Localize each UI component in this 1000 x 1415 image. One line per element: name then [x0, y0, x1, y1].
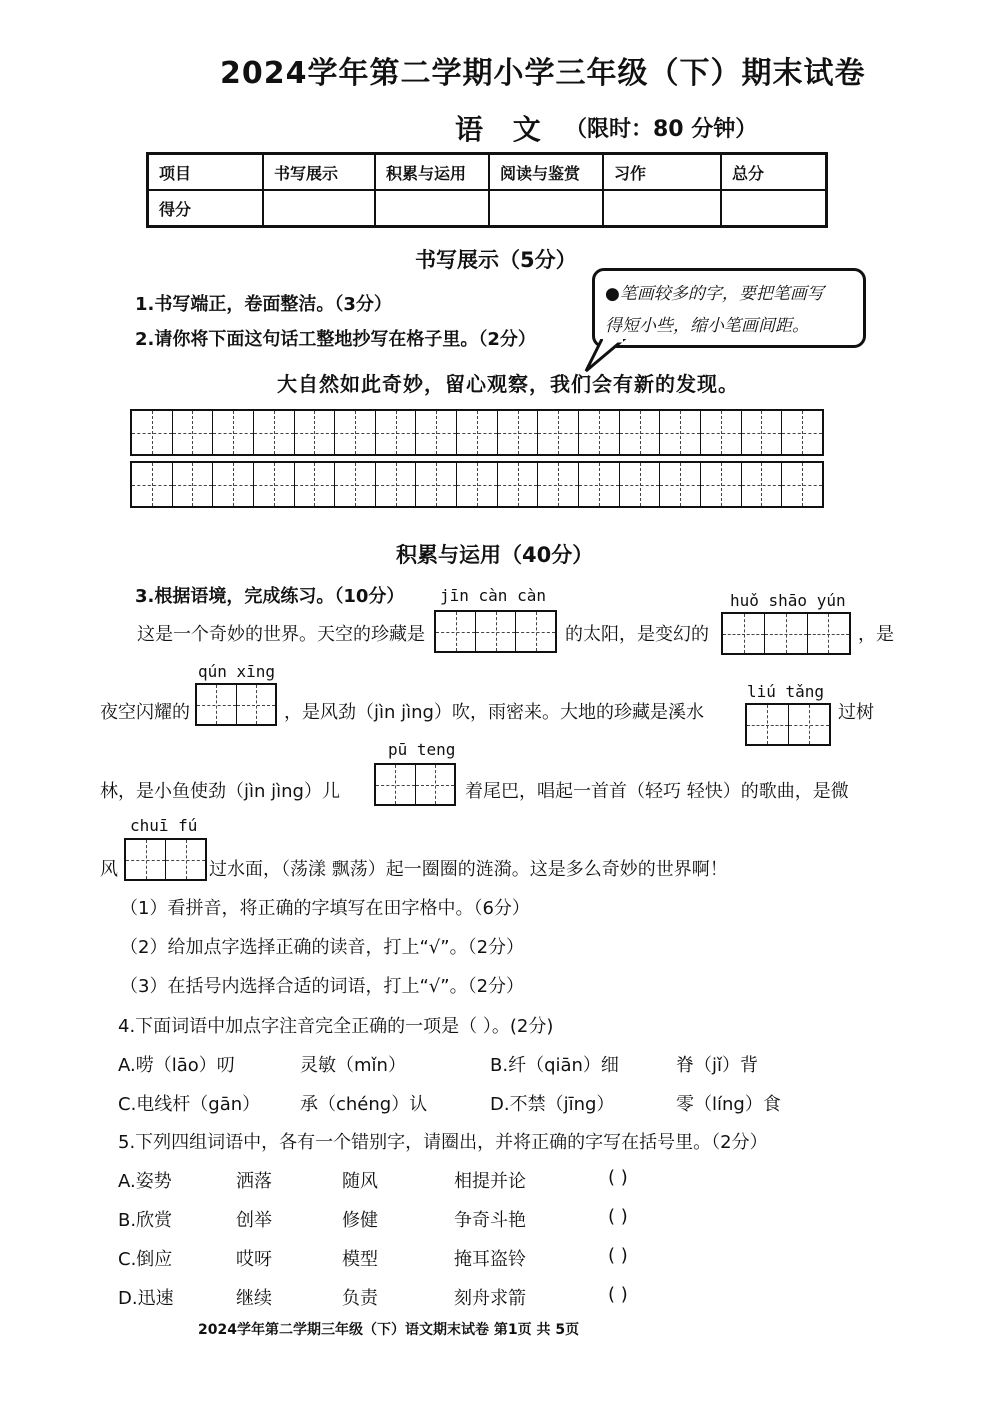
- grid-cell[interactable]: [498, 463, 539, 506]
- q5-row-a-word2[interactable]: 洒落: [236, 1171, 272, 1192]
- passage-line-2a: 夜空闪耀的: [100, 702, 190, 723]
- q4-option-b[interactable]: B.纤（qiān）细: [490, 1055, 619, 1076]
- question-5: 5.下列四组词语中，各有一个错别字，请圈出，并将正确的字写在括号里。（2分）: [118, 1132, 768, 1153]
- grid-cell[interactable]: [295, 411, 336, 454]
- tianzige-liutang[interactable]: [745, 703, 831, 746]
- passage-line-3a: 林，是小鱼使劲（jìn jìng）儿: [100, 781, 340, 802]
- q5-row-c-word4[interactable]: 掩耳盗铃: [454, 1249, 526, 1270]
- q3-sub-1: （1）看拼音，将正确的字填写在田字格中。（6分）: [120, 898, 530, 919]
- q5-row-c-label: C.倒应: [118, 1249, 173, 1270]
- score-cell-composition[interactable]: [603, 190, 721, 227]
- question-3: 3.根据语境，完成练习。（10分）: [135, 586, 405, 607]
- q4-option-a[interactable]: A.唠（lāo）叨: [118, 1055, 235, 1076]
- grid-cell[interactable]: [579, 463, 620, 506]
- grid-cell[interactable]: [416, 463, 457, 506]
- grid-cell[interactable]: [476, 612, 516, 651]
- score-cell-total[interactable]: [721, 190, 827, 227]
- grid-cell[interactable]: [498, 411, 539, 454]
- tianzige-qunxing[interactable]: [195, 683, 277, 726]
- score-header-accumulation: 积累与运用: [375, 154, 489, 191]
- grid-cell[interactable]: [213, 411, 254, 454]
- q5-row-c-answer-paren[interactable]: ( ): [608, 1245, 628, 1266]
- score-table: [146, 152, 828, 228]
- grid-cell[interactable]: [132, 411, 173, 454]
- passage-line-2b: ，是风劲（jìn jìng）吹，雨密来。大地的珍藏是溪水: [284, 702, 704, 723]
- q5-row-b-word4[interactable]: 争奇斗艳: [454, 1210, 526, 1231]
- grid-cell[interactable]: [620, 411, 661, 454]
- q5-row-d-label: D.迅速: [118, 1288, 174, 1309]
- q4-option-a-word: 灵敏（mǐn）: [300, 1055, 406, 1076]
- pinyin-jincancan: jīn càn càn: [440, 586, 546, 605]
- grid-cell[interactable]: [742, 463, 783, 506]
- score-cell-accumulation[interactable]: [375, 190, 489, 227]
- grid-cell[interactable]: [723, 614, 765, 653]
- section-accumulation-title: 积累与运用（40分）: [396, 543, 594, 567]
- grid-cell[interactable]: [701, 411, 742, 454]
- q4-option-d-word: 零（líng）食: [676, 1094, 781, 1115]
- q5-row-b-word2[interactable]: 创举: [236, 1210, 272, 1231]
- score-table-header-row: [148, 154, 827, 191]
- tip-bubble: [592, 268, 866, 348]
- grid-cell[interactable]: [254, 463, 295, 506]
- copy-grid-row-1[interactable]: [130, 409, 824, 456]
- pinyin-liutang: liú tǎng: [747, 682, 825, 701]
- grid-cell[interactable]: [376, 765, 416, 804]
- q5-row-b-answer-paren[interactable]: ( ): [608, 1206, 628, 1227]
- exam-title: 2024学年第二学期小学三年级（下）期末试卷: [220, 56, 866, 91]
- grid-cell[interactable]: [789, 705, 830, 744]
- tip-line-2: 得短小些，缩小笔画间距。: [605, 316, 809, 336]
- grid-cell[interactable]: [742, 411, 783, 454]
- grid-cell[interactable]: [701, 463, 742, 506]
- grid-cell[interactable]: [126, 840, 166, 879]
- q4-option-b-word: 脊（jǐ）背: [676, 1055, 759, 1076]
- q5-row-d-word2[interactable]: 继续: [236, 1288, 272, 1309]
- grid-cell[interactable]: [416, 411, 457, 454]
- q5-row-a-word3[interactable]: 随风: [342, 1171, 378, 1192]
- passage-line-1c: ，是: [858, 624, 894, 645]
- q5-row-d-word3[interactable]: 负责: [342, 1288, 378, 1309]
- grid-cell[interactable]: [197, 685, 237, 724]
- grid-cell[interactable]: [782, 463, 822, 506]
- passage-line-1b: 的太阳，是变幻的: [565, 624, 709, 645]
- pinyin-chuifu: chuī fú: [130, 816, 198, 835]
- passage-line-2c: 过树: [838, 702, 874, 723]
- grid-cell[interactable]: [782, 411, 822, 454]
- grid-cell[interactable]: [660, 411, 701, 454]
- pinyin-puteng: pū teng: [388, 740, 456, 759]
- section-writing-title: 书写展示（5分）: [415, 248, 577, 272]
- q5-row-a-word4[interactable]: 相提并论: [454, 1171, 526, 1192]
- grid-cell[interactable]: [335, 463, 376, 506]
- score-header-reading: 阅读与鉴赏: [489, 154, 603, 191]
- q4-option-c[interactable]: C.电线杆（gān）: [118, 1094, 261, 1115]
- score-header-item: 项目: [148, 154, 264, 191]
- tianzige-puteng[interactable]: [374, 763, 456, 806]
- passage-line-3b: 着尾巴，唱起一首首（轻巧 轻快）的歌曲，是微: [465, 781, 849, 802]
- q5-row-a-label: A.姿势: [118, 1171, 172, 1192]
- pinyin-huoshaoyun: huǒ shāo yún: [730, 591, 846, 610]
- grid-cell[interactable]: [295, 463, 336, 506]
- grid-cell[interactable]: [254, 411, 295, 454]
- grid-cell[interactable]: [457, 463, 498, 506]
- grid-cell[interactable]: [376, 463, 417, 506]
- passage-line-4b: 过水面，（荡漾 飘荡）起一圈圈的涟漪。这是多么奇妙的世界啊！: [209, 859, 728, 880]
- q5-row-c-word2[interactable]: 哎呀: [236, 1249, 272, 1270]
- grid-cell[interactable]: [808, 614, 849, 653]
- grid-cell[interactable]: [747, 705, 789, 744]
- q3-sub-3: （3）在括号内选择合适的词语，打上“√”。（2分）: [120, 976, 525, 997]
- grid-cell[interactable]: [213, 463, 254, 506]
- passage-line-1a: 这是一个奇妙的世界。天空的珍藏是: [137, 624, 425, 645]
- tianzige-huoshaoyun[interactable]: [721, 612, 851, 655]
- grid-cell[interactable]: [173, 411, 214, 454]
- pinyin-qunxing: qún xīng: [198, 662, 276, 681]
- grid-cell[interactable]: [538, 463, 579, 506]
- grid-cell[interactable]: [579, 411, 620, 454]
- grid-cell[interactable]: [765, 614, 807, 653]
- grid-cell[interactable]: [335, 411, 376, 454]
- tip-bullet-icon: ●: [605, 284, 620, 304]
- q5-row-d-word4[interactable]: 刻舟求箭: [454, 1288, 526, 1309]
- grid-cell[interactable]: [132, 463, 173, 506]
- copy-grid-row-2[interactable]: [130, 461, 824, 508]
- grid-cell[interactable]: [538, 411, 579, 454]
- grid-cell[interactable]: [620, 463, 661, 506]
- q5-row-b-word3[interactable]: 修健: [342, 1210, 378, 1231]
- grid-cell[interactable]: [173, 463, 214, 506]
- grid-cell[interactable]: [516, 612, 555, 651]
- question-4: 4.下面词语中加点字注音完全正确的一项是（ ）。(2分): [118, 1016, 554, 1037]
- grid-cell[interactable]: [166, 840, 205, 879]
- time-limit: （限时：80 分钟）: [565, 117, 758, 142]
- q3-sub-2: （2）给加点字选择正确的读音，打上“√”。（2分）: [120, 937, 525, 958]
- q5-row-b-label: B.欣赏: [118, 1210, 173, 1231]
- subject-label: 语 文: [455, 113, 551, 146]
- question-1: 1.书写端正，卷面整洁。（3分）: [135, 294, 392, 315]
- question-2: 2.请你将下面这句话工整地抄写在格子里。（2分）: [135, 329, 536, 350]
- score-header-writing: 书写展示: [263, 154, 375, 191]
- score-cell-reading[interactable]: [489, 190, 603, 227]
- grid-cell[interactable]: [436, 612, 476, 651]
- passage-line-4a: 风: [100, 859, 118, 880]
- tianzige-jincancan[interactable]: [434, 610, 557, 653]
- tip-line-1: ●笔画较多的字，要把笔画写: [605, 284, 824, 304]
- score-header-total: 总分: [721, 154, 827, 191]
- score-header-composition: 习作: [603, 154, 721, 191]
- grid-cell[interactable]: [237, 685, 276, 724]
- grid-cell[interactable]: [660, 463, 701, 506]
- grid-cell[interactable]: [457, 411, 498, 454]
- grid-cell[interactable]: [416, 765, 455, 804]
- q4-option-c-word: 承（chéng）认: [300, 1094, 428, 1115]
- tianzige-chuifu[interactable]: [124, 838, 207, 881]
- q5-row-c-word3[interactable]: 模型: [342, 1249, 378, 1270]
- score-row-label: 得分: [148, 190, 264, 227]
- score-table-score-row: [148, 190, 827, 227]
- score-cell-writing[interactable]: [263, 190, 375, 227]
- grid-cell[interactable]: [376, 411, 417, 454]
- page-footer: 2024学年第二学期三年级（下）语文期末试卷 第1页 共 5页: [198, 1322, 580, 1338]
- q5-row-d-answer-paren[interactable]: ( ): [608, 1284, 628, 1305]
- q4-option-d[interactable]: D.不禁（jīng）: [490, 1094, 615, 1115]
- copy-sentence: 大自然如此奇妙，留心观察，我们会有新的发现。: [277, 372, 739, 396]
- q5-row-a-answer-paren[interactable]: ( ): [608, 1167, 628, 1188]
